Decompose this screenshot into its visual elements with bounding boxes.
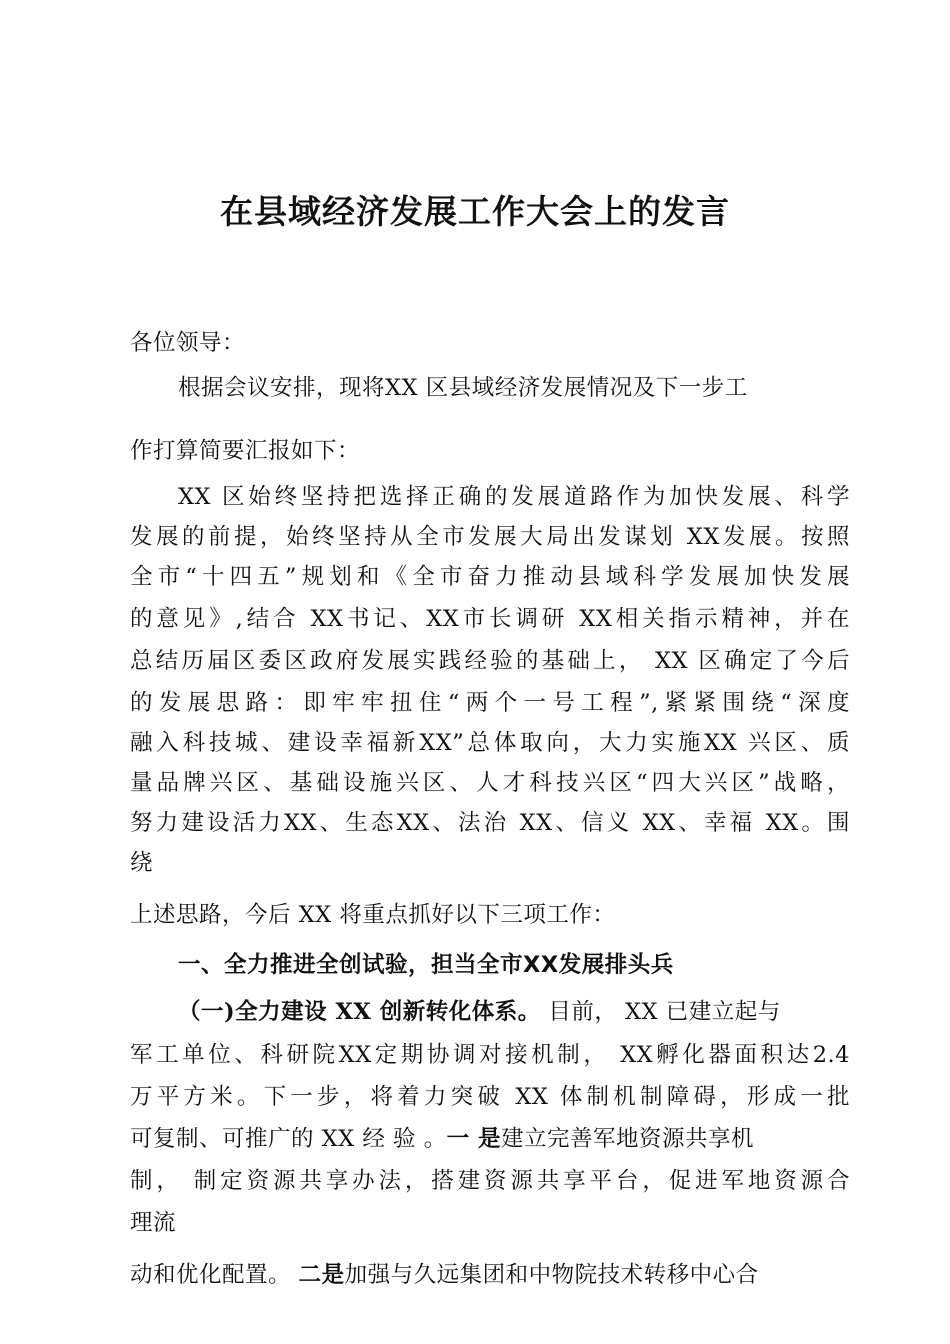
paragraph-line: 总结历届区委区政府发展实践经验的基础上， XX 区确定了今后 bbox=[130, 648, 850, 674]
paragraph-line: 的发展思路：即牢牢扭住“两个一号工程”,紧紧围绕“深度 bbox=[130, 690, 850, 716]
enumerator-bold: 一 是 bbox=[446, 1126, 501, 1152]
document-title: 在县域经济发展工作大会上的发言 bbox=[220, 192, 730, 231]
subsection-lead-text: 目前， XX 已建立起与 bbox=[540, 999, 781, 1025]
paragraph-line: 理流 bbox=[130, 1210, 177, 1236]
paragraph-line: 融入科技城、建设幸福新XX”总体取向，大力实施XX 兴区、质 bbox=[130, 730, 850, 756]
paragraph-line: 量品牌兴区、基础设施兴区、人才科技兴区“四大兴区”战略， bbox=[130, 770, 850, 796]
paragraph-line: 作打算简要汇报如下： bbox=[130, 438, 361, 464]
subsection-lead-line bbox=[178, 995, 850, 1029]
paragraph-line: 军工单位、科研院XX定期协调对接机制， XX孵化器面积达2.4 bbox=[130, 1042, 850, 1068]
paragraph-line: 万平方米。下一步，将着力突破 XX 体制机制障碍，形成一批 bbox=[130, 1084, 850, 1110]
paragraph-line: XX 区始终坚持把选择正确的发展道路作为加快发展、科学 bbox=[178, 484, 850, 510]
paragraph-text: 动和优化配置。 bbox=[130, 1262, 299, 1288]
paragraph-line bbox=[130, 1258, 850, 1292]
paragraph-text: 建立完善军地资源共享机 bbox=[501, 1126, 755, 1152]
subsection-title: （一)全力建设 XX 创新转化体系。 bbox=[178, 999, 541, 1025]
paragraph-line: 上述思路，今后 XX 将重点抓好以下三项工作： bbox=[130, 902, 616, 928]
paragraph-line: 全市“十四五”规划和《全市奋力推动县域科学发展加快发展 bbox=[130, 564, 850, 590]
paragraph-line: 绕 bbox=[130, 850, 154, 876]
paragraph-line: 的意见》,结合 XX书记、XX市长调研 XX相关指示精神，并在 bbox=[130, 606, 850, 632]
paragraph-text: 加强与久远集团和中物院技术转移中心合 bbox=[344, 1262, 759, 1288]
paragraph-line bbox=[130, 1122, 850, 1156]
enumerator-bold: 二是 bbox=[298, 1262, 345, 1288]
paragraph-line: 制， 制定资源共享办法，搭建资源共享平台，促进军地资源合 bbox=[130, 1168, 850, 1194]
paragraph-line: 努力建设活力XX、生态XX、法治 XX、信义 XX、幸福 XX。围 bbox=[130, 810, 850, 836]
paragraph-line: 根据会议安排，现将XX 区县域经济发展情况及下一步工 bbox=[178, 375, 748, 401]
paragraph-line: 发展的前提，始终坚持从全市发展大局出发谋划 XX发展。按照 bbox=[130, 524, 850, 550]
paragraph-text: 可复制、可推广的 XX 经 验 。 bbox=[130, 1126, 447, 1152]
salutation: 各位领导： bbox=[130, 330, 246, 356]
section-heading: 一、全力推进全创试验，担当全市XX发展排头兵 bbox=[178, 952, 674, 978]
